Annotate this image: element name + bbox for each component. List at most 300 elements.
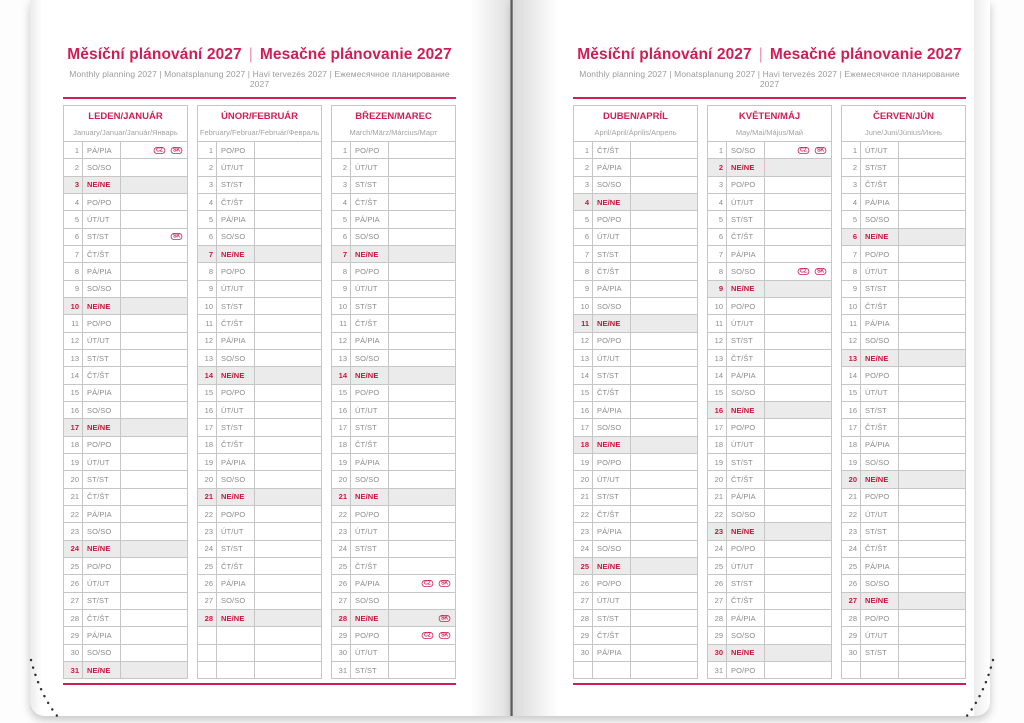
- notes-cell: [898, 385, 965, 401]
- notes-cell: [120, 159, 187, 175]
- weekday-label: SO/SO: [592, 298, 630, 314]
- holiday-badge-cz: CZ: [154, 147, 165, 154]
- calendar-row: [64, 193, 187, 210]
- title-slovak: Mesačné plánovanie 2027: [769, 46, 962, 63]
- day-number: 2: [342, 162, 347, 172]
- notes-cell: [388, 194, 455, 210]
- weekday-label: ST/ST: [860, 402, 898, 418]
- day-number: 20: [204, 474, 213, 484]
- notes-cell: [388, 142, 455, 158]
- calendar-row: [198, 210, 321, 227]
- notes-cell: [630, 402, 697, 418]
- day-number: 16: [848, 405, 857, 415]
- day-number: 19: [338, 457, 347, 467]
- weekday-label: ÚT/UT: [216, 402, 254, 418]
- weekday-label: SO/SO: [82, 523, 120, 539]
- calendar-row: [842, 470, 965, 487]
- weekday-label: [860, 662, 898, 678]
- notes-cell: [898, 298, 965, 314]
- notes-cell: [254, 627, 321, 643]
- day-number: 7: [74, 249, 79, 259]
- calendar-row: [332, 418, 455, 435]
- day-number: 3: [852, 180, 857, 190]
- calendar-row: [842, 332, 965, 349]
- day-number: 10: [70, 301, 79, 311]
- calendar-row: [332, 142, 455, 158]
- weekday-label: PÁ/PIA: [860, 194, 898, 210]
- calendar-row: [574, 609, 697, 626]
- calendar-row: [574, 142, 697, 158]
- calendar-row: [708, 557, 831, 574]
- notes-cell: [764, 558, 831, 574]
- month-table: [197, 105, 322, 679]
- day-number: 12: [204, 336, 213, 346]
- day-number: 30: [70, 648, 79, 658]
- calendar-row: [332, 626, 455, 643]
- day-number: 10: [204, 301, 213, 311]
- notes-cell: [120, 315, 187, 331]
- weekday-label: PO/PO: [82, 194, 120, 210]
- weekday-label: ÚT/UT: [592, 229, 630, 245]
- title-divider: |: [758, 46, 763, 63]
- day-number: 3: [718, 180, 723, 190]
- weekday-label: ÚT/UT: [82, 575, 120, 591]
- calendar-row: [198, 384, 321, 401]
- notes-cell: [120, 627, 187, 643]
- notes-cell: [630, 177, 697, 193]
- weekday-label: PO/PO: [216, 506, 254, 522]
- weekday-label: SO/SO: [860, 211, 898, 227]
- weekday-label: SO/SO: [726, 385, 764, 401]
- notes-cell: [764, 142, 831, 158]
- weekday-label: ÚT/UT: [350, 645, 388, 661]
- weekday-label: SO/SO: [216, 471, 254, 487]
- day-number: 8: [584, 266, 589, 276]
- weekday-label: NE/NE: [726, 523, 764, 539]
- weekday-label: SO/SO: [216, 350, 254, 366]
- notes-cell: [388, 558, 455, 574]
- day-number: 8: [718, 266, 723, 276]
- calendar-row: [574, 245, 697, 262]
- weekday-label: ČT/ŠT: [592, 627, 630, 643]
- notes-cell: [898, 263, 965, 279]
- calendar-row: [198, 574, 321, 591]
- calendar-row: [708, 332, 831, 349]
- holiday-badge-cz: CZ: [422, 580, 433, 587]
- notes-cell: [388, 610, 455, 626]
- calendar-row: [574, 436, 697, 453]
- day-number: 14: [714, 370, 723, 380]
- day-number: 16: [580, 405, 589, 415]
- calendar-row: [64, 314, 187, 331]
- calendar-row: [574, 176, 697, 193]
- notes-cell: [630, 593, 697, 609]
- month-title: ÚNOR/FEBRUÁR: [220, 111, 299, 122]
- calendar-row: [332, 592, 455, 609]
- day-number: 29: [714, 630, 723, 640]
- day-number: 31: [338, 665, 347, 675]
- day-number: 22: [714, 509, 723, 519]
- day-number: 22: [204, 509, 213, 519]
- day-number: 17: [580, 422, 589, 432]
- weekday-label: PÁ/PIA: [216, 211, 254, 227]
- day-number: [198, 627, 216, 643]
- calendar-row: [198, 522, 321, 539]
- day-number: 21: [338, 492, 347, 502]
- weekday-label: SO/SO: [726, 263, 764, 279]
- notes-cell: [630, 489, 697, 505]
- weekday-label: PO/PO: [726, 298, 764, 314]
- month-table: [707, 105, 832, 679]
- weekday-label: ÚT/UT: [726, 437, 764, 453]
- notes-cell: [254, 523, 321, 539]
- day-number: 12: [580, 336, 589, 346]
- notes-cell: [120, 489, 187, 505]
- weekday-label: PÁ/PIA: [216, 454, 254, 470]
- calendar-row: [64, 366, 187, 383]
- calendar-row: [574, 505, 697, 522]
- page-title: [573, 46, 966, 64]
- notes-cell: [254, 645, 321, 661]
- calendar-row: [198, 453, 321, 470]
- weekday-label: PÁ/PIA: [860, 558, 898, 574]
- notes-cell: [120, 506, 187, 522]
- day-number: 9: [718, 284, 723, 294]
- calendar-row: [574, 557, 697, 574]
- notes-cell: [898, 437, 965, 453]
- notes-cell: [120, 575, 187, 591]
- weekday-label: ST/ST: [860, 523, 898, 539]
- notes-cell: [764, 367, 831, 383]
- header-rule: [573, 97, 966, 99]
- weekday-label: PO/PO: [726, 541, 764, 557]
- day-number: 6: [584, 232, 589, 242]
- weekday-label: ČT/ŠT: [216, 437, 254, 453]
- notes-cell: [388, 593, 455, 609]
- weekday-label: NE/NE: [592, 437, 630, 453]
- weekday-label: ÚT/UT: [860, 627, 898, 643]
- calendar-row: [574, 262, 697, 279]
- notes-cell: [388, 229, 455, 245]
- weekday-label: ST/ST: [860, 645, 898, 661]
- notes-cell: [630, 541, 697, 557]
- calendar-row: [708, 626, 831, 643]
- notes-cell: [120, 142, 187, 158]
- notes-cell: [630, 159, 697, 175]
- calendar-row: [842, 349, 965, 366]
- notes-cell: [388, 315, 455, 331]
- notes-cell: [254, 506, 321, 522]
- day-number: 19: [714, 457, 723, 467]
- notes-cell: [120, 610, 187, 626]
- month-table: [331, 105, 456, 679]
- notes-cell: [254, 350, 321, 366]
- page-header: [573, 46, 966, 89]
- day-number: 14: [580, 370, 589, 380]
- months-grid-right: [573, 105, 966, 679]
- title-czech: Měsíční plánování 2027: [577, 46, 752, 63]
- notes-cell: [898, 454, 965, 470]
- calendar-row: [332, 176, 455, 193]
- weekday-label: NE/NE: [592, 558, 630, 574]
- day-number: 20: [580, 474, 589, 484]
- calendar-row: [842, 210, 965, 227]
- calendar-row-empty: [842, 661, 965, 678]
- calendar-row: [64, 488, 187, 505]
- calendar-row: [64, 280, 187, 297]
- calendar-row: [198, 401, 321, 418]
- day-number: 29: [848, 630, 857, 640]
- weekday-label: ST/ST: [82, 229, 120, 245]
- day-number: 17: [714, 422, 723, 432]
- calendar-row: [574, 314, 697, 331]
- weekday-label: ÚT/UT: [592, 471, 630, 487]
- weekday-label: NE/NE: [726, 281, 764, 297]
- notes-cell: [630, 142, 697, 158]
- notes-cell: [898, 662, 965, 678]
- month-subtitle: January/Januar/Január/Январь: [64, 126, 187, 142]
- weekday-label: ST/ST: [726, 575, 764, 591]
- day-number: 12: [70, 336, 79, 346]
- weekday-label: SO/SO: [592, 419, 630, 435]
- weekday-label: SO/SO: [216, 593, 254, 609]
- day-number: 15: [580, 388, 589, 398]
- calendar-row: [708, 470, 831, 487]
- notes-cell: [898, 177, 965, 193]
- notes-cell: [630, 333, 697, 349]
- notes-cell: [388, 402, 455, 418]
- day-number: 1: [852, 145, 857, 155]
- weekday-label: ST/ST: [350, 298, 388, 314]
- calendar-row: [708, 488, 831, 505]
- notes-cell: [120, 402, 187, 418]
- calendar-row: [198, 297, 321, 314]
- day-number: 21: [848, 492, 857, 502]
- day-number: 7: [342, 249, 347, 259]
- day-number: 28: [848, 613, 857, 623]
- month-title: KVĚTEN/MÁJ: [738, 111, 801, 122]
- day-number: 5: [208, 214, 213, 224]
- weekday-label: ČT/ŠT: [350, 194, 388, 210]
- weekday-label: ST/ST: [82, 350, 120, 366]
- weekday-label: PÁ/PIA: [860, 315, 898, 331]
- day-number: 9: [74, 284, 79, 294]
- holiday-badge-cz: CZ: [798, 147, 809, 154]
- calendar-row: [842, 626, 965, 643]
- day-number: 3: [74, 180, 79, 190]
- weekday-label: ST/ST: [592, 367, 630, 383]
- notes-cell: [388, 281, 455, 297]
- day-number: 9: [584, 284, 589, 294]
- notes-cell: [764, 419, 831, 435]
- day-number: 10: [580, 301, 589, 311]
- weekday-label: PÁ/PIA: [592, 281, 630, 297]
- calendar-row: [842, 557, 965, 574]
- calendar-row: [198, 332, 321, 349]
- day-number: 15: [204, 388, 213, 398]
- page-header: [63, 46, 456, 89]
- day-number: 18: [714, 440, 723, 450]
- calendar-row: [574, 210, 697, 227]
- day-number: 24: [580, 544, 589, 554]
- left-page-content: [63, 0, 456, 685]
- weekday-label: ÚT/UT: [216, 159, 254, 175]
- day-number: 2: [584, 162, 589, 172]
- calendar-row: [708, 210, 831, 227]
- notes-cell: [254, 575, 321, 591]
- day-number: 11: [71, 318, 79, 328]
- notes-cell: [630, 454, 697, 470]
- day-number: 18: [204, 440, 213, 450]
- calendar-row: [64, 470, 187, 487]
- notes-cell: [120, 281, 187, 297]
- calendar-row: [708, 193, 831, 210]
- holiday-badge-sk: SK: [171, 233, 183, 240]
- weekday-label: PÁ/PIA: [82, 263, 120, 279]
- notes-cell: [630, 194, 697, 210]
- notes-cell: [388, 454, 455, 470]
- day-number: 14: [204, 370, 213, 380]
- day-number: 18: [848, 440, 857, 450]
- notes-cell: [120, 645, 187, 661]
- notes-cell: [630, 350, 697, 366]
- day-number: 13: [714, 353, 723, 363]
- notes-cell: [388, 177, 455, 193]
- weekday-label: NE/NE: [860, 229, 898, 245]
- notes-cell: [764, 315, 831, 331]
- calendar-row: [842, 384, 965, 401]
- calendar-row: [574, 592, 697, 609]
- day-number: 10: [714, 301, 723, 311]
- calendar-row: [64, 505, 187, 522]
- notes-cell: [898, 246, 965, 262]
- day-number: 25: [204, 561, 213, 571]
- weekday-label: PÁ/PIA: [726, 610, 764, 626]
- weekday-label: SO/SO: [82, 281, 120, 297]
- notes-cell: [388, 333, 455, 349]
- weekday-label: PÁ/PIA: [350, 454, 388, 470]
- calendar-row: [842, 418, 965, 435]
- left-page: [30, 0, 512, 716]
- calendar-row: [574, 626, 697, 643]
- calendar-row: [332, 366, 455, 383]
- day-number: 15: [338, 388, 347, 398]
- calendar-row: [708, 661, 831, 678]
- weekday-label: ČT/ŠT: [82, 610, 120, 626]
- calendar-row: [198, 349, 321, 366]
- notes-cell: [764, 489, 831, 505]
- month-rows: [842, 142, 965, 678]
- notes-cell: [630, 385, 697, 401]
- calendar-row: [64, 245, 187, 262]
- holiday-badge-sk: SK: [439, 615, 451, 622]
- weekday-label: ST/ST: [350, 662, 388, 678]
- calendar-row: [842, 592, 965, 609]
- day-number: 30: [580, 648, 589, 658]
- calendar-row: [842, 176, 965, 193]
- notes-cell: [898, 315, 965, 331]
- day-number: 4: [718, 197, 723, 207]
- weekday-label: NE/NE: [860, 471, 898, 487]
- day-number: 13: [580, 353, 589, 363]
- notes-cell: [254, 454, 321, 470]
- weekday-label: PÁ/PIA: [82, 385, 120, 401]
- day-number: 21: [70, 492, 79, 502]
- day-number: 21: [580, 492, 589, 502]
- notes-cell: [120, 437, 187, 453]
- weekday-label: ÚT/UT: [350, 159, 388, 175]
- day-number: 30: [848, 648, 857, 658]
- notes-cell: [898, 506, 965, 522]
- calendar-row: [64, 592, 187, 609]
- calendar-row: [842, 453, 965, 470]
- day-number: 4: [852, 197, 857, 207]
- notes-cell: [120, 419, 187, 435]
- weekday-label: NE/NE: [350, 246, 388, 262]
- weekday-label: ČT/ŠT: [592, 506, 630, 522]
- notes-cell: [120, 350, 187, 366]
- holiday-badge-sk: SK: [815, 147, 827, 154]
- notes-cell: [764, 575, 831, 591]
- calendar-row: [842, 401, 965, 418]
- day-number: 14: [70, 370, 79, 380]
- calendar-row: [64, 349, 187, 366]
- weekday-label: SO/SO: [592, 177, 630, 193]
- notes-cell: [254, 333, 321, 349]
- weekday-label: NE/NE: [216, 246, 254, 262]
- calendar-row: [574, 522, 697, 539]
- weekday-label: NE/NE: [216, 489, 254, 505]
- calendar-row: [198, 176, 321, 193]
- day-number: 5: [74, 214, 79, 224]
- day-number: 1: [208, 145, 213, 155]
- day-number: 7: [584, 249, 589, 259]
- calendar-row: [332, 262, 455, 279]
- calendar-row: [198, 245, 321, 262]
- notes-cell: [254, 246, 321, 262]
- weekday-label: ČT/ŠT: [592, 142, 630, 158]
- weekday-label: ST/ST: [350, 177, 388, 193]
- calendar-row: [708, 349, 831, 366]
- weekday-label: ÚT/UT: [860, 385, 898, 401]
- day-number: 18: [580, 440, 589, 450]
- notes-cell: [764, 263, 831, 279]
- weekday-label: NE/NE: [350, 610, 388, 626]
- calendar-row: [574, 453, 697, 470]
- calendar-row: [64, 158, 187, 175]
- calendar-row: [64, 453, 187, 470]
- calendar-row: [198, 488, 321, 505]
- weekday-label: SO/SO: [726, 627, 764, 643]
- day-number: 6: [74, 232, 79, 242]
- weekday-label: ÚT/UT: [726, 558, 764, 574]
- day-number: 12: [714, 336, 723, 346]
- notes-cell: [120, 454, 187, 470]
- calendar-row: [574, 193, 697, 210]
- notes-cell: [630, 263, 697, 279]
- calendar-row: [198, 557, 321, 574]
- calendar-row: [842, 228, 965, 245]
- holiday-badge-cz: CZ: [422, 632, 433, 639]
- day-number: 18: [338, 440, 347, 450]
- calendar-row: [198, 142, 321, 158]
- day-number: 9: [852, 284, 857, 294]
- weekday-label: SO/SO: [592, 541, 630, 557]
- notes-cell: [120, 367, 187, 383]
- calendar-row: [574, 384, 697, 401]
- calendar-row: [64, 626, 187, 643]
- calendar-row: [332, 349, 455, 366]
